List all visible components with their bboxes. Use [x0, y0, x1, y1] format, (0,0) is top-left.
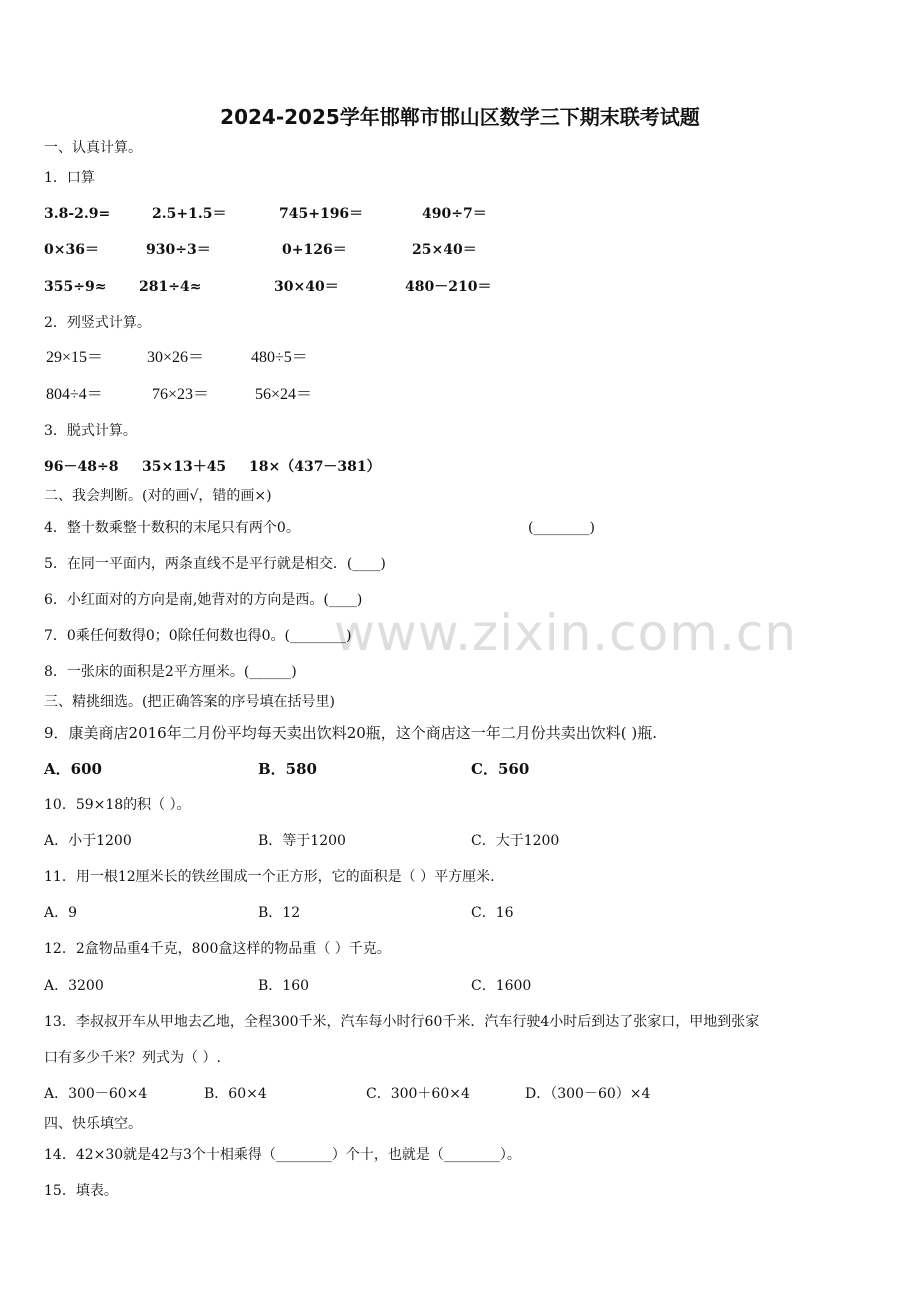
- question-14: 14．42×30就是42与3个十相乘得（________）个十，也就是（________）。: [44, 1147, 521, 1163]
- mental-math-item: 930÷3＝: [146, 242, 211, 258]
- question-10: 10．59×18的积（ ）。: [44, 797, 191, 813]
- vertical-calc-item: 30×26＝: [147, 349, 205, 366]
- section-1-heading: 一、认真计算。: [44, 140, 142, 156]
- question-13-line-2: 口有多少千米？列式为（ ）.: [44, 1050, 221, 1066]
- q10-option-b: B．等于1200: [258, 833, 346, 849]
- q12-option-b: B．160: [258, 978, 310, 994]
- q13-option-b: B．60×4: [204, 1086, 267, 1102]
- question-8: 8．一张床的面积是2平方厘米。(______): [44, 664, 297, 680]
- mental-math-item: 2.5+1.5＝: [152, 206, 227, 222]
- q13-option-a: A．300－60×4: [44, 1086, 148, 1102]
- q11-option-a: A．9: [44, 905, 78, 921]
- q10-option-c: C．大于1200: [471, 833, 560, 849]
- question-7: 7．0乘任何数得0；0除任何数也得0。(________): [44, 628, 352, 644]
- vertical-calc-item: 29×15＝: [46, 349, 104, 366]
- mental-math-item: 0×36＝: [44, 242, 99, 258]
- q9-option-b: B．580: [258, 760, 317, 778]
- mental-math-item: 30×40＝: [274, 279, 339, 295]
- mental-math-item: 480－210＝: [405, 279, 492, 295]
- question-11: 11．用一根12厘米长的铁丝围成一个正方形，它的面积是（ ）平方厘米.: [44, 869, 495, 885]
- q4-answer-blank: (________): [528, 520, 595, 536]
- q13-option-c: C．300＋60×4: [366, 1086, 470, 1102]
- vertical-calc-item: 804÷4＝: [46, 386, 103, 403]
- q11-option-c: C．16: [471, 905, 514, 921]
- question-6: 6．小红面对的方向是南,她背对的方向是西。(____): [44, 592, 363, 608]
- mental-math-item: 355÷9≈: [44, 279, 107, 295]
- q2-label: 2．列竖式计算。: [44, 315, 151, 331]
- mental-math-item: 25×40＝: [412, 242, 477, 258]
- q10-option-a: A．小于1200: [44, 833, 132, 849]
- section-2-heading: 二、我会判断。(对的画√，错的画×): [44, 488, 272, 504]
- mental-math-item: 281÷4≈: [139, 279, 202, 295]
- mental-math-item: 3.8-2.9=: [44, 206, 111, 222]
- page-title: 2024-2025学年邯郸市邯山区数学三下期末联考试题: [220, 105, 700, 129]
- q9-option-c: C．560: [471, 760, 530, 778]
- watermark: www.zixin.com.cn: [334, 604, 798, 662]
- section-3-heading: 三、精挑细选。(把正确答案的序号填在括号里): [44, 694, 335, 710]
- q1-label: 1．口算: [44, 170, 95, 186]
- q12-option-a: A．3200: [44, 978, 104, 994]
- step-calc-item: 35×13＋45: [142, 459, 227, 475]
- question-5: 5．在同一平面内，两条直线不是平行就是相交．(____): [44, 556, 386, 572]
- vertical-calc-item: 480÷5＝: [251, 349, 308, 366]
- mental-math-item: 490÷7＝: [422, 206, 487, 222]
- step-calc-item: 18×（437－381）: [249, 459, 381, 475]
- q3-label: 3．脱式计算。: [44, 423, 137, 439]
- q13-option-d: D．（300－60）×4: [525, 1086, 651, 1102]
- question-4: 4．整十数乘整十数积的末尾只有两个0。: [44, 520, 300, 536]
- q11-option-b: B．12: [258, 905, 301, 921]
- mental-math-item: 0+126＝: [282, 242, 347, 258]
- question-9: 9．康美商店2016年二月份平均每天卖出饮料20瓶，这个商店这一年二月份共卖出饮料( )瓶.: [44, 724, 658, 742]
- vertical-calc-item: 56×24＝: [255, 386, 313, 403]
- q9-option-a: A．600: [44, 760, 102, 778]
- section-4-heading: 四、快乐填空。: [44, 1116, 142, 1132]
- step-calc-item: 96－48÷8: [44, 459, 119, 475]
- q12-option-c: C．1600: [471, 978, 532, 994]
- mental-math-item: 745+196＝: [279, 206, 364, 222]
- question-12: 12．2盒物品重4千克，800盒这样的物品重（ ）千克。: [44, 941, 391, 957]
- question-15: 15．填表。: [44, 1183, 118, 1199]
- vertical-calc-item: 76×23＝: [152, 386, 210, 403]
- question-13-line-1: 13．李叔叔开车从甲地去乙地，全程300千米，汽车每小时行60千米．汽车行驶4小时后到达了张家口，甲地到张家: [44, 1014, 760, 1030]
